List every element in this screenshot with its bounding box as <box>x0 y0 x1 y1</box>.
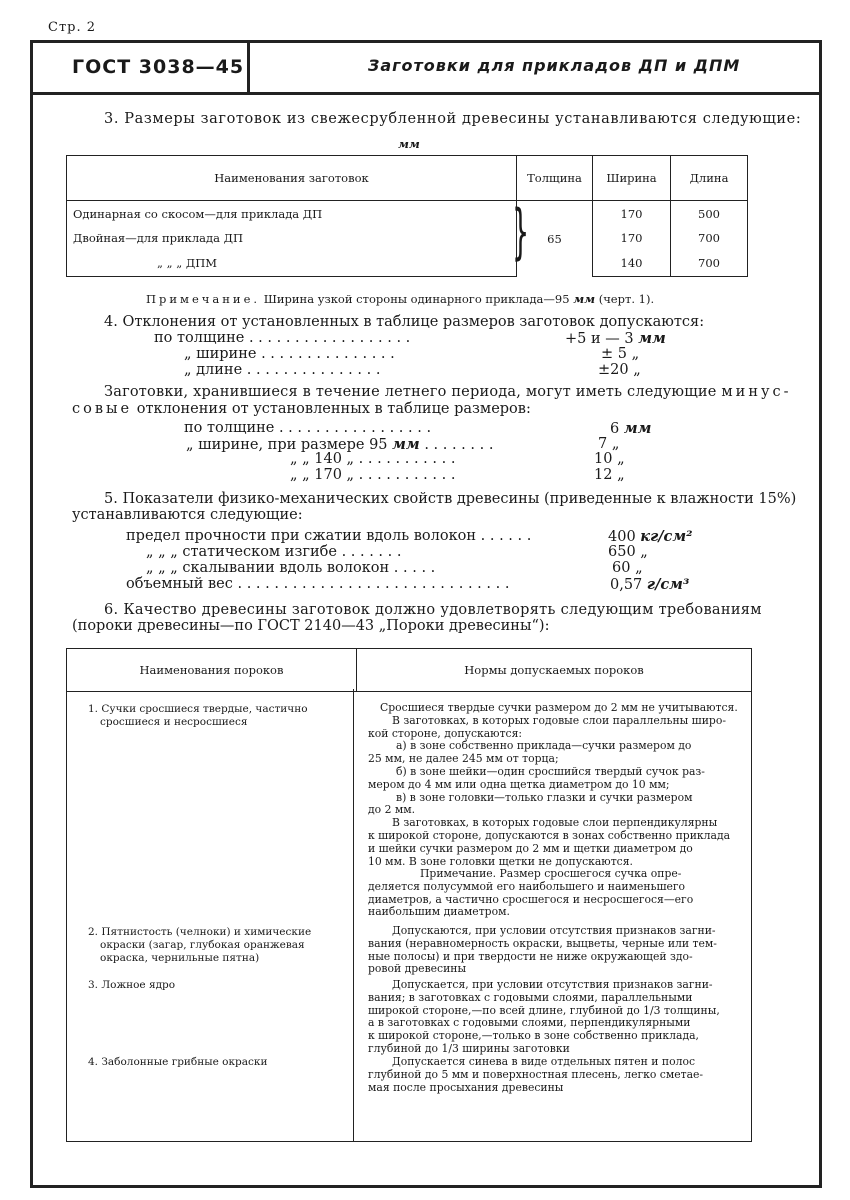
norms-knots: Сросшиеся твердые сучки размером до 2 мм не учитываются. В заготовках, в которых годовые слои параллельны широ- кой стороне, допускаются: а) в зоне собственно приклада—сучки размером до 25 мм, не далее 245 мм от торца; б) в зоне шейки—один сросшийся твердый сучок раз- мером до 4 мм или одна щетка диаметром до 10 мм; в) в зоне головки—только глазки и сучки размером до 2 мм. В заготовках, в которых годовые слои перпендикулярны к широкой стороне, допускаются в зонах собственно приклада и шейки сучки размером до 2 мм и щетки диаметром до 10 мм. В зоне головки щетки не допускаются. <box>368 701 738 868</box>
section-3-text: 3. Размеры заготовок из свежесрубленной древесины устанавливаются следующие: <box>104 111 802 127</box>
col-header-thickness: Толщина <box>517 156 593 201</box>
property-value: 60 „ <box>612 560 643 576</box>
property-value: 0,57 г/см³ <box>610 576 690 593</box>
deviation-value: +5 и — 3 мм <box>565 330 666 347</box>
blank-width: 170 <box>593 201 671 227</box>
norms-false-heart: Допускается, при условии отсутствия признаков загни- вания; в заготовках с годовыми слоями, параллельными широкой стороне,—по всей длине, глубиной до 1/3 толщины, а в заготовках с годовыми слоями, перпендикулярными к широкой стороне,—только в зоне собственно приклада, глубиной до 1/3 ширины заготовки <box>368 978 720 1055</box>
section-5-text-2: устанавливаются следующие: <box>72 507 303 523</box>
property-line: „ „ „ статическом изгибе . . . . . . . <box>146 544 402 560</box>
minus-deviation-value: 10 „ <box>594 451 625 467</box>
table1-unit: мм <box>398 137 420 151</box>
minus-deviation-value: 12 „ <box>594 467 625 483</box>
note-text: Ширина узкой стороны одинарного приклада—95 <box>263 292 570 306</box>
minus-deviation-value: 7 „ <box>598 436 620 452</box>
col-header-name: Наименования заготовок <box>67 156 517 201</box>
note-label: Примечание. <box>146 292 261 306</box>
defects-table-header <box>66 648 752 692</box>
norms-sapwood-stains: Допускается синева в виде отдельных пятен и полос глубиной до 5 мм и поверхностная плесень, легко сметае- мая после просыхания древесины <box>368 1055 704 1094</box>
document-title: Заготовки для прикладов ДП и ДПМ <box>368 56 741 75</box>
blank-width: 140 <box>593 251 671 277</box>
blank-sizes-table <box>66 155 748 277</box>
defect-item: 1. Сучки сросшиеся твердые, частично сросшиеся и несросшиеся <box>88 703 308 728</box>
standard-number: ГОСТ 3038—45 <box>72 56 245 78</box>
property-line: предел прочности при сжатии вдоль волокон . . . . . . <box>126 528 532 544</box>
minus-deviation-line: „ ширине, при размере 95 мм . . . . . . . . <box>186 436 494 453</box>
summer-storage-text-2: совые отклонения от установленных в таблице размеров: <box>72 401 531 417</box>
defects-table-divider <box>353 689 354 1141</box>
property-line: объемный вес . . . . . . . . . . . . . . . . . . . . . . . . . . . . . . <box>126 576 510 592</box>
blank-width: 170 <box>593 226 671 251</box>
blank-length: 700 <box>671 226 748 251</box>
note-unit: мм <box>573 292 596 306</box>
table-row <box>67 251 748 277</box>
blank-length: 700 <box>671 251 748 277</box>
table-row <box>67 201 748 227</box>
section-6-text: 6. Качество древесины заготовок должно удовлетворять следующим требованиям <box>104 602 762 618</box>
norms-note: Примечание. Размер сросшегося сучка опре- деляется полусуммой его наибольшего и наименьшего диаметров, а частично сросшегося и несросшегося—его наибольшим диаметром. <box>368 867 694 919</box>
defect-item: 4. Заболонные грибные окраски <box>88 1056 268 1068</box>
section-5-text: 5. Показатели физико-механических свойств древесины (приведенные к влажности 15%) <box>104 491 797 507</box>
blank-name: Двойная—для приклада ДП <box>67 226 517 251</box>
blank-name: Одинарная со скосом—для приклада ДП <box>67 201 517 227</box>
defect-item: 3. Ложное ядро <box>88 979 176 991</box>
blank-name: „ „ „ ДПМ <box>67 251 517 277</box>
property-value: 400 кг/см² <box>608 528 693 545</box>
property-line: „ „ „ скалывании вдоль волокон . . . . . <box>146 560 436 576</box>
col-header-width: Ширина <box>593 156 671 201</box>
defect-item: 2. Пятнистость (челноки) и химические окраски (загар, глубокая оранжевая окраска, чернильные пятна) <box>88 926 312 964</box>
blank-length: 500 <box>671 201 748 227</box>
blank-thickness: 65 <box>517 201 593 277</box>
summer-storage-text: Заготовки, хранившиеся в течение летнего периода, могут иметь следующие минус- <box>104 384 792 400</box>
note-ref: (черт. 1). <box>598 292 655 306</box>
section-6-text-2: (пороки древесины—по ГОСТ 2140—43 „Пороки древесины“): <box>72 618 550 634</box>
norms-stains: Допускаются, при условии отсутствия признаков загни- вания (неравномерность окраски, выцветы, черные или тем- ные полосы) и при твердости не ниже окружающей здо- ровой древесины <box>368 924 717 976</box>
minus-deviation-value: 6 мм <box>610 420 652 437</box>
deviation-line: „ ширине . . . . . . . . . . . . . . . <box>184 346 395 362</box>
deviation-line: „ длине . . . . . . . . . . . . . . . <box>184 362 381 378</box>
minus-deviation-line: „ „ 170 „ . . . . . . . . . . . <box>290 467 456 483</box>
table-row <box>67 226 748 251</box>
section-4-text: 4. Отклонения от установленных в таблице размеров заготовок допускаются: <box>104 314 705 330</box>
note-1 <box>146 292 654 306</box>
col-header-length: Длина <box>671 156 748 201</box>
col-header-norms: Нормы допускаемых пороков <box>357 649 752 692</box>
property-value: 650 „ <box>608 544 648 560</box>
header-divider <box>33 92 819 95</box>
row-group-brace: } <box>512 197 530 267</box>
minus-deviation-line: „ „ 140 „ . . . . . . . . . . . <box>290 451 456 467</box>
deviation-value: ±20 „ <box>598 362 641 378</box>
col-header-defect: Наименования пороков <box>67 649 357 692</box>
header-vertical-divider <box>247 43 250 92</box>
minus-deviation-line: по толщине . . . . . . . . . . . . . . . . . <box>184 420 432 436</box>
deviation-line: по толщине . . . . . . . . . . . . . . . . . . <box>154 330 411 346</box>
page-number: Стр. 2 <box>48 20 96 35</box>
deviation-value: ± 5 „ <box>601 346 640 362</box>
